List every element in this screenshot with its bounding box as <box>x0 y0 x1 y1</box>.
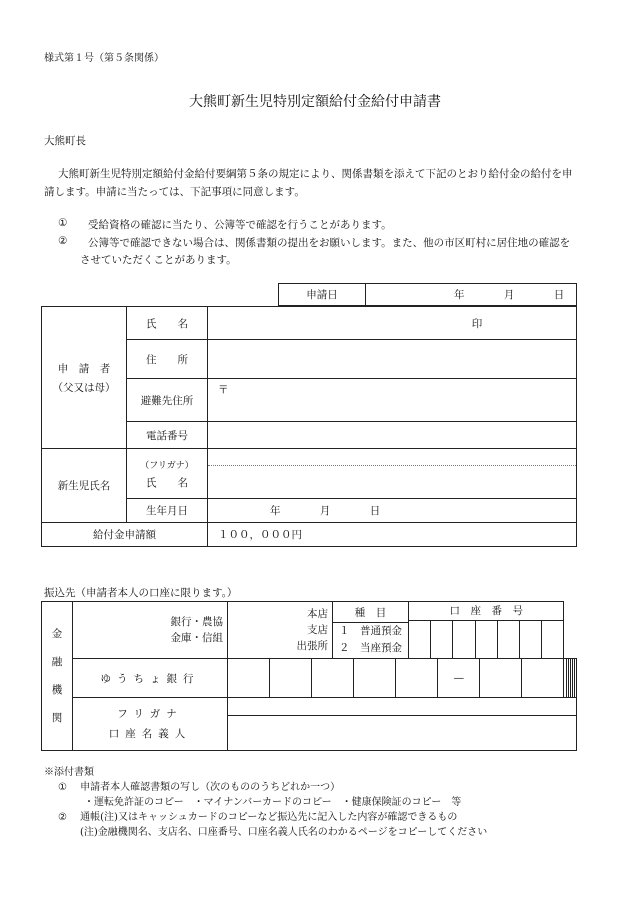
holder-field[interactable] <box>228 698 577 751</box>
attach-text-2: ・運転免許証のコピー ・マイナンバーカードのコピー ・健康保険証のコピー 等 <box>84 797 462 808</box>
consent-num-2: ② <box>58 235 68 247</box>
intro-line-2: 請します。申請に当たっては、下記事項に同意します。 <box>44 186 305 198</box>
amount-label: 給付金申請額 <box>42 523 208 547</box>
address-field[interactable] <box>208 340 577 379</box>
holder-furigana-label: フリガナ <box>117 708 183 720</box>
date-year: 年 <box>454 289 465 301</box>
phone-label: 電話番号 <box>127 422 208 449</box>
institution-char-1: 金 <box>51 628 63 640</box>
phone-field[interactable] <box>208 422 577 449</box>
birth-label: 生年月日 <box>127 499 208 523</box>
applicant-sub: （父又は母） <box>52 381 116 394</box>
address-label: 住 所 <box>127 340 208 379</box>
branch-1: 本店 <box>307 608 328 620</box>
attach-num-1: ① <box>58 782 67 793</box>
date-day: 日 <box>553 289 565 301</box>
applicant-table <box>41 306 577 547</box>
name-label: 氏 名 <box>127 307 208 340</box>
newborn-name-label: 氏 名 <box>146 476 188 489</box>
postal-mark: 〒 <box>218 384 229 396</box>
date-field[interactable] <box>366 284 577 306</box>
evac-field[interactable] <box>208 379 577 422</box>
yucho-label: ゆうちょ銀行 <box>73 659 228 698</box>
bank-type-2: 金庫・信組 <box>170 632 223 644</box>
birth-month: 月 <box>319 505 331 517</box>
institution-char-3: 機 <box>51 684 63 696</box>
attach-num-3: ② <box>58 812 67 823</box>
attach-text-1: 申請者本人確認書類の写し（次のもののうちどれか一つ） <box>80 782 341 793</box>
attachments-heading: ※添付書類 <box>44 767 94 778</box>
account-label: 口 座 番 号 <box>409 602 563 621</box>
branch-cell[interactable] <box>228 602 333 659</box>
date-month: 月 <box>503 289 515 301</box>
consent-text-2b: させていただくことがあります。 <box>80 254 237 266</box>
attach-text-3: 通帳(注)又はキャッシュカードのコピーなど振込先に記入した内容が確認できるもの <box>80 812 458 823</box>
yucho-number-cell[interactable] <box>228 659 564 698</box>
birth-day: 日 <box>369 505 381 517</box>
date-label: 申請日 <box>279 284 366 306</box>
furigana-label: （フリガナ） <box>140 460 194 471</box>
consent-text-2: 公簿等で確認できない場合は、関係書類の提出をお願いします。また、他の市区町村に居住地の確認を <box>88 237 571 249</box>
addressee: 大熊町長 <box>44 135 86 147</box>
birth-field[interactable] <box>208 499 577 523</box>
holder-label: 口座名義人 <box>108 728 192 740</box>
newborn-name-labels <box>127 449 208 499</box>
newborn-name-field[interactable] <box>208 449 577 499</box>
institution-char-4: 関 <box>51 712 63 724</box>
seal-mark: 印 <box>471 317 483 330</box>
branch-3: 出張所 <box>296 640 328 652</box>
birth-year: 年 <box>270 505 281 517</box>
amount-value: １００，０００円 <box>208 523 577 547</box>
name-field[interactable] <box>208 307 577 340</box>
holder-labels <box>73 698 228 751</box>
attach-text-4: (注)金融機関名、支店名、口座番号、口座名義人氏名のわかるページをコピーしてください <box>80 827 488 838</box>
institution-char-2: 融 <box>51 656 63 668</box>
newborn-label: 新生児氏名 <box>42 449 127 523</box>
bank-type-1: 銀行・農協 <box>170 616 223 628</box>
applicant-header <box>42 307 127 449</box>
attachments <box>44 765 487 840</box>
applicant-label: 申 請 者 <box>57 362 111 375</box>
yucho-number-cell-2[interactable] <box>564 659 577 698</box>
kind-label: 種 目 <box>333 604 408 623</box>
bank-heading: 振込先（申請者本人の口座に限ります。） <box>44 587 238 599</box>
form-number: 様式第１号（第５条関係） <box>44 53 164 64</box>
page-title: 大熊町新生児特別定額給付金給付申請書 <box>189 94 441 110</box>
evac-label: 避難先住所 <box>127 379 208 422</box>
yucho-dash: — <box>438 659 480 697</box>
consent-num-1: ① <box>58 217 68 229</box>
institution-label <box>42 602 73 751</box>
bank-table <box>41 601 577 751</box>
consent-text-1: 受給資格の確認に当たり、公簿等で確認を行うことがあります。 <box>88 219 392 231</box>
account-cell[interactable] <box>409 602 564 659</box>
kind-cell[interactable] <box>333 602 409 659</box>
date-table <box>278 283 577 306</box>
intro-line-1: 大熊町新生児特別定額給付金給付要綱第５条の規定により、関係書類を添えて下記のとおり給付金の給付を申 <box>58 168 573 180</box>
branch-2: 支店 <box>307 624 328 636</box>
kind-1: １ 普通預金 <box>339 624 402 637</box>
bank-type-cell[interactable] <box>73 602 228 659</box>
kind-2: ２ 当座預金 <box>339 641 402 654</box>
